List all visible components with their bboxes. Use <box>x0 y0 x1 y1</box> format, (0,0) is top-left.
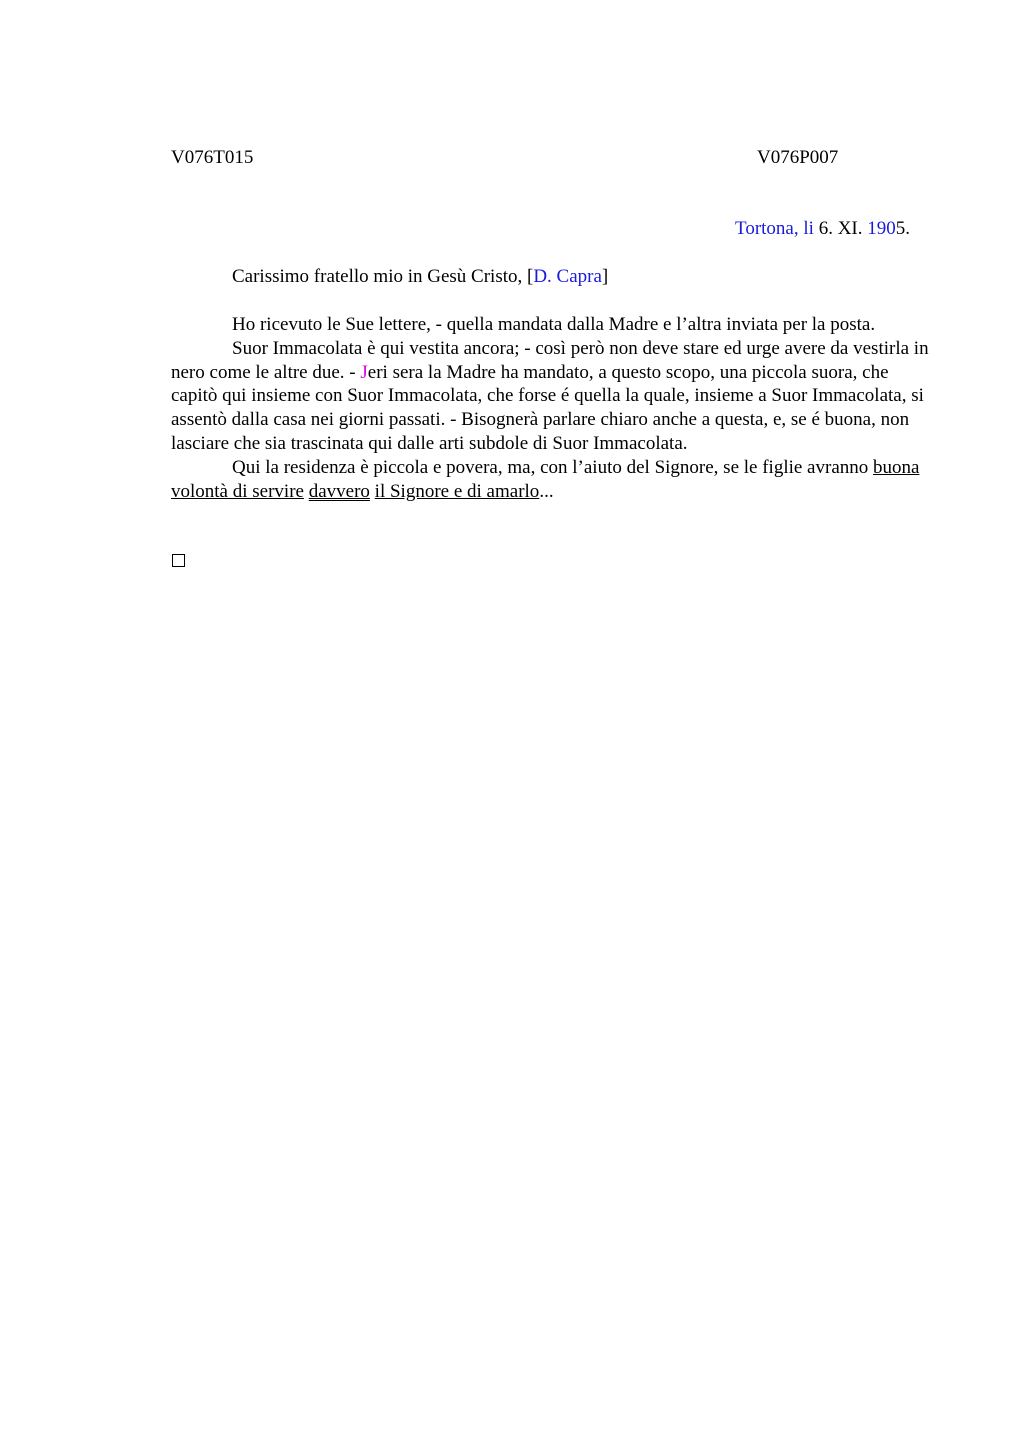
salutation-close: ] <box>601 266 609 287</box>
salutation-name: D. Capra <box>533 266 602 287</box>
dateline <box>600 218 910 240</box>
end-marker-box <box>172 554 185 567</box>
dateline-place: Tortona, li <box>735 218 814 239</box>
paragraph-2-part-b: eri sera la Madre ha mandato, a questo scopo, una piccola suora, che capitò qui insieme con Suor Immacolata, che forse é quella la quale, insieme a Suor Immacolata, si assentò dalla casa nei giorni passati. - Bisognerà parlare chiaro anche a questa, e, se é buona, non lasciare che sia trascinata qui dalle arti subdole di Suor Immacolata. <box>171 361 924 454</box>
paragraph-2 <box>171 337 931 456</box>
paragraph-3-double-underlined: davvero <box>308 480 370 502</box>
paragraph-3-underlined-2: il Signore e di amarlo <box>374 480 540 502</box>
paragraph-3-ellipsis: ... <box>539 480 554 502</box>
dateline-year-rest: 5 <box>895 218 906 239</box>
letter-body <box>171 313 931 503</box>
salutation-text: Carissimo fratello mio in Gesù Cristo, [ <box>232 266 534 287</box>
paragraph-1: Ho ricevuto le Sue lettere, - quella mandata dalla Madre e l’altra inviata per la posta. <box>232 314 876 335</box>
dateline-year-marked: 190 <box>867 218 896 239</box>
paragraph-3-part-a: Qui la residenza è piccola e povera, ma, con l’aiuto del Signore, se le figlie avranno <box>232 456 873 478</box>
paragraph-3-underlined-1: buona volontà di servire <box>171 456 920 502</box>
paragraph-2-part-a: Suor Immacolata è qui vestita ancora; - così però non deve stare ed urge avere da vestirla in nero come le altre due. - <box>171 337 929 383</box>
document-code-left: V076T015 <box>171 147 254 168</box>
paragraph-3 <box>171 456 931 504</box>
paragraph-2-marked-letter: J <box>360 361 368 383</box>
dateline-period: . <box>905 218 910 239</box>
salutation <box>232 266 608 288</box>
document-code-right: V076P007 <box>757 147 839 168</box>
dateline-day-month: 6. XI. <box>813 218 868 239</box>
